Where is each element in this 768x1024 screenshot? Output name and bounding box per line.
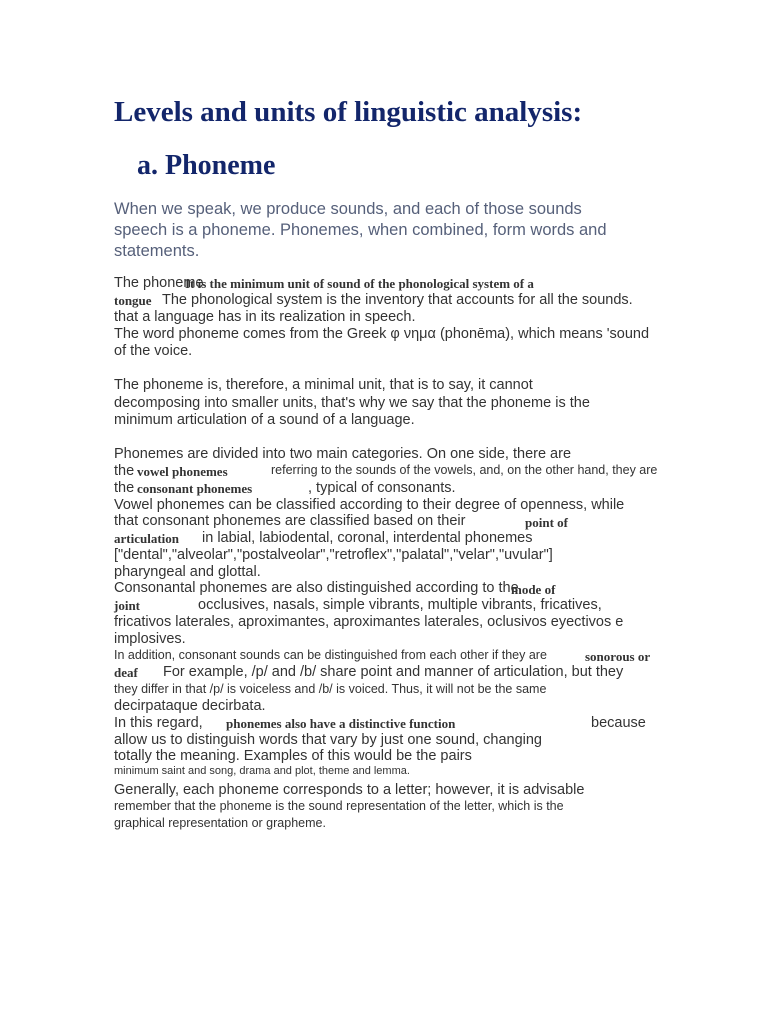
p2-line-a: The phoneme is, therefore, a minimal unit, that is to say, it cannot bbox=[114, 377, 533, 393]
p3-line-7: ["dental","alveolar","postalveolar","retroflex","palatal","velar","uvular"] bbox=[114, 547, 553, 563]
p3-line-10b: occlusives, nasals, simple vibrants, multiple vibrants, fricatives, bbox=[198, 597, 602, 613]
p3-bold-distinctive: phonemes also have a distinctive function bbox=[226, 716, 456, 731]
intro-line-1: When we speak, we produce sounds, and each of those sounds bbox=[114, 200, 582, 218]
intro-line-2: speech is a phoneme. Phonemes, when combined, form words and bbox=[114, 221, 607, 239]
p2-line-c: minimum articulation of a sound of a language. bbox=[114, 412, 415, 428]
p3-line-3c: , typical of consonants. bbox=[308, 480, 456, 496]
p3-line-13a: In addition, consonant sounds can be distinguished from each other if they are bbox=[114, 648, 547, 662]
p3-line-11: fricativos laterales, aproximantes, aproximantes laterales, oclusivos eyectivos e bbox=[114, 614, 624, 630]
p3-line-15: they differ in that /p/ is voiceless and /b/ is voiced. Thus, it will not be the same bbox=[114, 682, 547, 696]
p3-bold-articulation: articulation bbox=[114, 531, 179, 546]
p3-line-18: allow us to distinguish words that vary by just one sound, changing bbox=[114, 732, 542, 748]
p3-line-17c: because bbox=[591, 715, 646, 731]
p3-bold-consonant: consonant phonemes bbox=[137, 481, 253, 496]
p3-bold-point: point of bbox=[525, 515, 568, 530]
p4-line-3: graphical representation or grapheme. bbox=[114, 816, 326, 830]
p3-line-2c: referring to the sounds of the vowels, and, on the other hand, they are bbox=[271, 463, 658, 477]
p1-line-a: The phoneme bbox=[114, 275, 204, 291]
p3-line-3a: the bbox=[114, 480, 135, 496]
p1-bold-definition: It is the minimum unit of sound of the phonological system of a bbox=[185, 276, 534, 291]
p1-line-e: The word phoneme comes from the Greek φ νημα (phonēma), which means 'sound bbox=[114, 326, 650, 342]
p3-line-1: Phonemes are divided into two main categories. On one side, there are bbox=[114, 446, 572, 462]
p3-bold-sonorous: sonorous or bbox=[585, 649, 651, 664]
p3-bold-joint: joint bbox=[114, 598, 140, 613]
section-heading: a. Phoneme bbox=[137, 150, 276, 181]
p3-line-20: minimum saint and song, drama and plot, theme and lemma. bbox=[114, 765, 410, 777]
p3-line-6b: in labial, labiodental, coronal, interdental phonemes bbox=[202, 530, 533, 546]
p3-bold-deaf: deaf bbox=[114, 665, 138, 680]
p3-line-2a: the bbox=[114, 463, 135, 479]
p3-bold-vowel: vowel phonemes bbox=[137, 464, 228, 479]
page-title: Levels and units of linguistic analysis: bbox=[114, 96, 583, 128]
p3-line-5a: that consonant phonemes are classified based on their bbox=[114, 513, 466, 529]
p4-line-2: remember that the phoneme is the sound representation of the letter, which is the bbox=[114, 799, 564, 813]
p1-line-c: The phonological system is the inventory that accounts for all the sounds. bbox=[162, 292, 633, 308]
p3-line-12: implosives. bbox=[114, 631, 186, 647]
p3-bold-mode: mode of bbox=[511, 582, 556, 597]
p3-line-4: Vowel phonemes can be classified according to their degree of openness, while bbox=[114, 497, 625, 513]
p1-line-d: that a language has in its realization in speech. bbox=[114, 309, 416, 325]
p3-line-17a: In this regard, bbox=[114, 715, 203, 731]
intro-line-3: statements. bbox=[114, 242, 200, 260]
p1-bold-tongue: tongue bbox=[114, 293, 152, 308]
p3-line-14b: For example, /p/ and /b/ share point and manner of articulation, but they bbox=[163, 664, 624, 680]
p3-line-16: decirpataque decirbata. bbox=[114, 698, 266, 714]
p3-line-8: pharyngeal and glottal. bbox=[114, 564, 261, 580]
p2-line-b: decomposing into smaller units, that's why we say that the phoneme is the bbox=[114, 395, 590, 411]
p3-line-9a: Consonantal phonemes are also distinguished according to the bbox=[114, 580, 519, 596]
p4-line-1: Generally, each phoneme corresponds to a letter; however, it is advisable bbox=[114, 782, 585, 798]
p3-line-19: totally the meaning. Examples of this would be the pairs bbox=[114, 748, 472, 764]
p1-line-f: of the voice. bbox=[114, 343, 193, 359]
